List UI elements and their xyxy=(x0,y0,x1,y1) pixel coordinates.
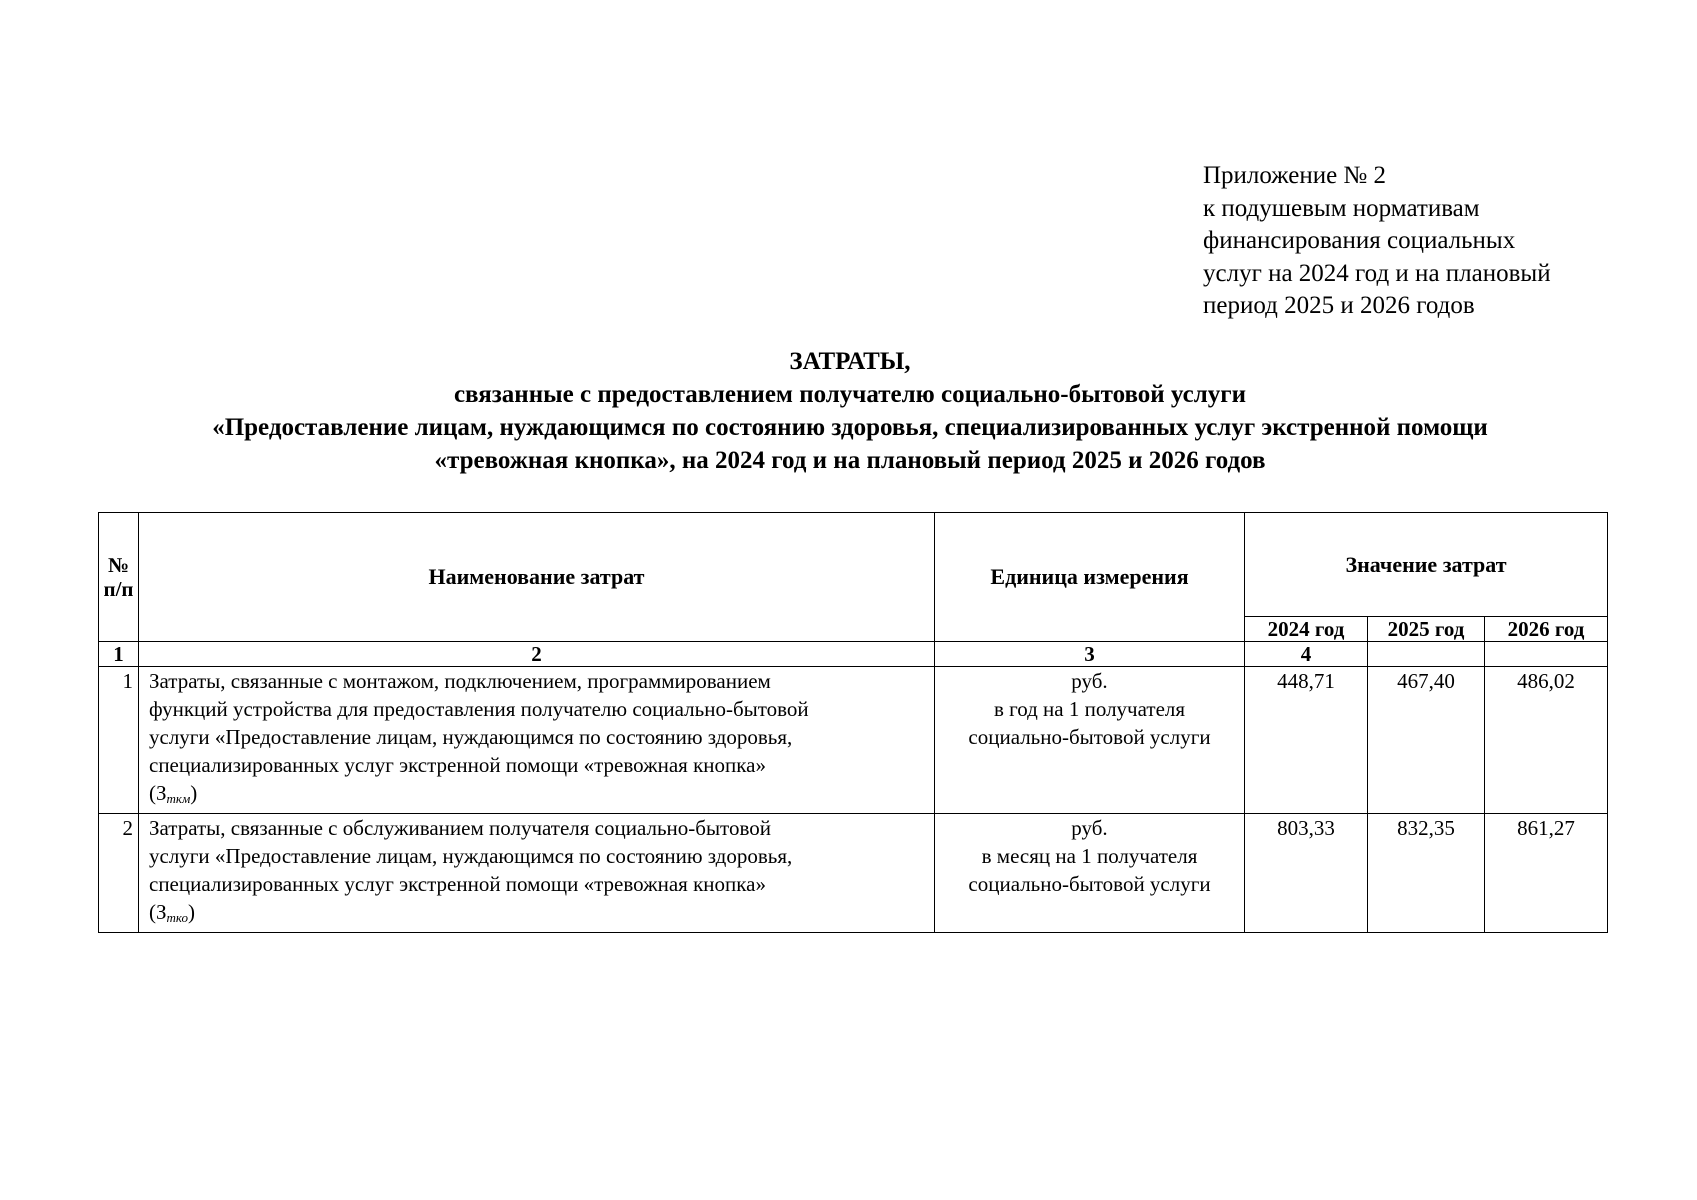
column-number: 1 xyxy=(99,642,139,667)
column-number: 2 xyxy=(139,642,935,667)
document-subtitle-line: связанные с предоставлением получателю социально-бытовой услуги xyxy=(453,381,1247,408)
cost-value-2026: 486,02 xyxy=(1485,667,1608,814)
table-row xyxy=(99,814,1608,933)
cost-unit: руб. в месяц на 1 получателя социально-бытовой услуги xyxy=(935,814,1245,933)
cost-value-2024: 448,71 xyxy=(1245,667,1368,814)
row-number: 2 xyxy=(99,814,139,933)
row-number: 1 xyxy=(99,667,139,814)
cost-symbol: З xyxy=(156,781,167,805)
appendix-line: период 2025 и 2026 годов xyxy=(1203,292,1475,319)
column-number: 4 xyxy=(1245,642,1368,667)
cost-value-2026: 861,27 xyxy=(1485,814,1608,933)
appendix-line: Приложение № 2 xyxy=(1203,162,1387,189)
table-header-row xyxy=(99,513,1608,617)
column-number-row xyxy=(99,642,1608,667)
document-subtitle-line: «Предоставление лицам, нуждающимся по состоянию здоровья, специализированных услуг экстренной помощи xyxy=(212,414,1488,441)
appendix-line: к подушевым нормативам xyxy=(1203,194,1480,222)
appendix-block xyxy=(1203,160,1551,323)
cost-value-2025: 832,35 xyxy=(1368,814,1485,933)
appendix-line: финансирования социальных xyxy=(1203,227,1516,254)
header-number: № п/п xyxy=(99,513,139,642)
cost-name: Затраты, связанные с обслуживанием получателя социально-бытовой услуги «Предоставление лицам, нуждающимся по состоянию здоровья, специализированных услуг экстренной помощи «тревожная кнопка» $(З_{тко})$ xyxy=(139,814,935,933)
document-title: ЗАТРАТЫ, xyxy=(789,348,911,375)
cost-value-2025: 467,40 xyxy=(1368,667,1485,814)
document-heading xyxy=(90,345,1610,477)
header-year: 2026 год xyxy=(1485,617,1608,642)
header-unit: Единица измерения xyxy=(935,513,1245,642)
costs-table xyxy=(98,512,1608,933)
cost-symbol-subscript: тко xyxy=(166,910,189,925)
column-number: 3 xyxy=(935,642,1245,667)
column-number-empty xyxy=(1368,642,1485,667)
appendix-line: услуг на 2024 год и на плановый xyxy=(1203,259,1551,287)
table-row xyxy=(99,667,1608,814)
cost-unit: руб. в год на 1 получателя социально-бытовой услуги xyxy=(935,667,1245,814)
header-cost-name: Наименование затрат xyxy=(139,513,935,642)
header-year: 2025 год xyxy=(1368,617,1485,642)
document-subtitle-line: «тревожная кнопка», на 2024 год и на плановый период 2025 и 2026 годов xyxy=(434,447,1266,474)
cost-name: Затраты, связанные с монтажом, подключением, программированием функций устройства для предоставления получателю социально-бытовой услуги «Предоставление лицам, нуждающимся по состоянию здоровья, специализированных услуг экстренной помощи «тревожная кнопка» $(З_{ткм})$ xyxy=(139,667,935,814)
column-number-empty xyxy=(1485,642,1608,667)
cost-value-2024: 803,33 xyxy=(1245,814,1368,933)
header-year: 2024 год xyxy=(1245,617,1368,642)
cost-symbol: З xyxy=(156,900,167,924)
header-cost-value: Значение затрат xyxy=(1245,513,1608,617)
cost-symbol-subscript: ткм xyxy=(166,791,191,806)
